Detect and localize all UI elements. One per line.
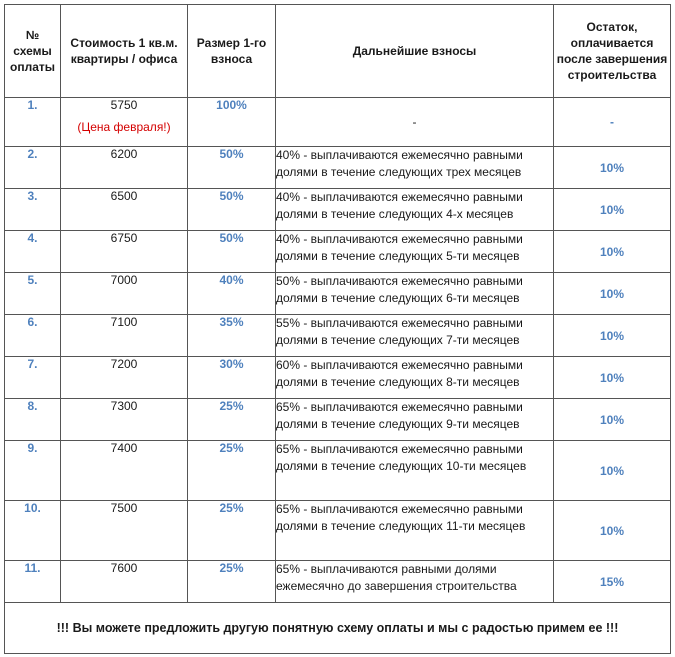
later-payments: 65% - выплачиваются ежемесячно равными долями в течение следующих 9-ти месяцев [276, 399, 554, 441]
first-payment: 25% [188, 441, 276, 501]
scheme-number: 8. [5, 399, 61, 441]
price-cell [61, 98, 188, 147]
header-later-payments: Дальнейшие взносы [276, 5, 554, 98]
later-payments: 40% - выплачиваются ежемесячно равными долями в течение следующих 5-ти месяцев [276, 231, 554, 273]
first-payment: 100% [188, 98, 276, 147]
first-payment: 25% [188, 399, 276, 441]
table-row [5, 441, 671, 501]
scheme-number: 9. [5, 441, 61, 501]
scheme-number: 3. [5, 189, 61, 231]
payment-schemes-table [4, 4, 671, 654]
first-payment: 25% [188, 501, 276, 561]
first-payment: 25% [188, 561, 276, 603]
footer-row [5, 603, 671, 654]
first-payment: 35% [188, 315, 276, 357]
promo-label: (Цена февраля!) [77, 120, 171, 134]
first-payment: 30% [188, 357, 276, 399]
header-scheme: № схемы оплаты [5, 5, 61, 98]
price-value: 6200 [61, 147, 188, 189]
price-value: 7100 [61, 315, 188, 357]
scheme-number: 6. [5, 315, 61, 357]
price-value: 6500 [61, 189, 188, 231]
price-value: 7400 [61, 441, 188, 501]
table-row [5, 231, 671, 273]
scheme-number: 1. [5, 98, 61, 147]
later-payments: - [276, 98, 554, 147]
first-payment: 50% [188, 147, 276, 189]
remainder: 10% [554, 189, 671, 231]
later-payments: 65% - выплачиваются равными долями ежемесячно до завершения строительства [276, 561, 554, 603]
footer-note: !!! Вы можете предложить другую понятную схему оплаты и мы с радостью примем ее !!! [5, 603, 671, 654]
price-value: 7200 [61, 357, 188, 399]
scheme-number: 7. [5, 357, 61, 399]
header-first-payment: Размер 1-го взноса [188, 5, 276, 98]
later-payments: 40% - выплачиваются ежемесячно равными долями в течение следующих 4-х месяцев [276, 189, 554, 231]
first-payment: 40% [188, 273, 276, 315]
scheme-number: 5. [5, 273, 61, 315]
table-row [5, 357, 671, 399]
later-payments: 60% - выплачиваются ежемесячно равными долями в течение следующих 8-ти месяцев [276, 357, 554, 399]
price-value: 6750 [61, 231, 188, 273]
scheme-number: 2. [5, 147, 61, 189]
price-value: 7600 [61, 561, 188, 603]
price-value: 7500 [61, 501, 188, 561]
remainder: 15% [554, 561, 671, 603]
later-payments: 55% - выплачиваются ежемесячно равными долями в течение следующих 7-ти месяцев [276, 315, 554, 357]
remainder: 10% [554, 399, 671, 441]
first-payment: 50% [188, 189, 276, 231]
remainder: 10% [554, 315, 671, 357]
table-row [5, 147, 671, 189]
remainder: 10% [554, 273, 671, 315]
table-row [5, 399, 671, 441]
table-row [5, 561, 671, 603]
header-price: Стоимость 1 кв.м. квартиры / офиса [61, 5, 188, 98]
scheme-number: 10. [5, 501, 61, 561]
remainder: 10% [554, 357, 671, 399]
later-payments: 50% - выплачиваются ежемесячно равными долями в течение следующих 6-ти месяцев [276, 273, 554, 315]
table-row [5, 315, 671, 357]
header-remainder: Остаток, оплачивается после завершения строительства [554, 5, 671, 98]
remainder: - [554, 98, 671, 147]
remainder: 10% [554, 231, 671, 273]
later-payments: 40% - выплачиваются ежемесячно равными долями в течение следующих трех месяцев [276, 147, 554, 189]
first-payment: 50% [188, 231, 276, 273]
price-value: 7000 [61, 273, 188, 315]
price-value: 5750 [110, 98, 138, 112]
header-row [5, 5, 671, 98]
remainder: 10% [554, 501, 671, 561]
remainder: 10% [554, 147, 671, 189]
scheme-number: 11. [5, 561, 61, 603]
table-row [5, 189, 671, 231]
scheme-number: 4. [5, 231, 61, 273]
table-row [5, 501, 671, 561]
remainder: 10% [554, 441, 671, 501]
table-row [5, 273, 671, 315]
table-row [5, 98, 671, 147]
later-payments: 65% - выплачиваются ежемесячно равными долями в течение следующих 11-ти месяцев [276, 501, 554, 561]
price-value: 7300 [61, 399, 188, 441]
later-payments: 65% - выплачиваются ежемесячно равными долями в течение следующих 10-ти месяцев [276, 441, 554, 501]
